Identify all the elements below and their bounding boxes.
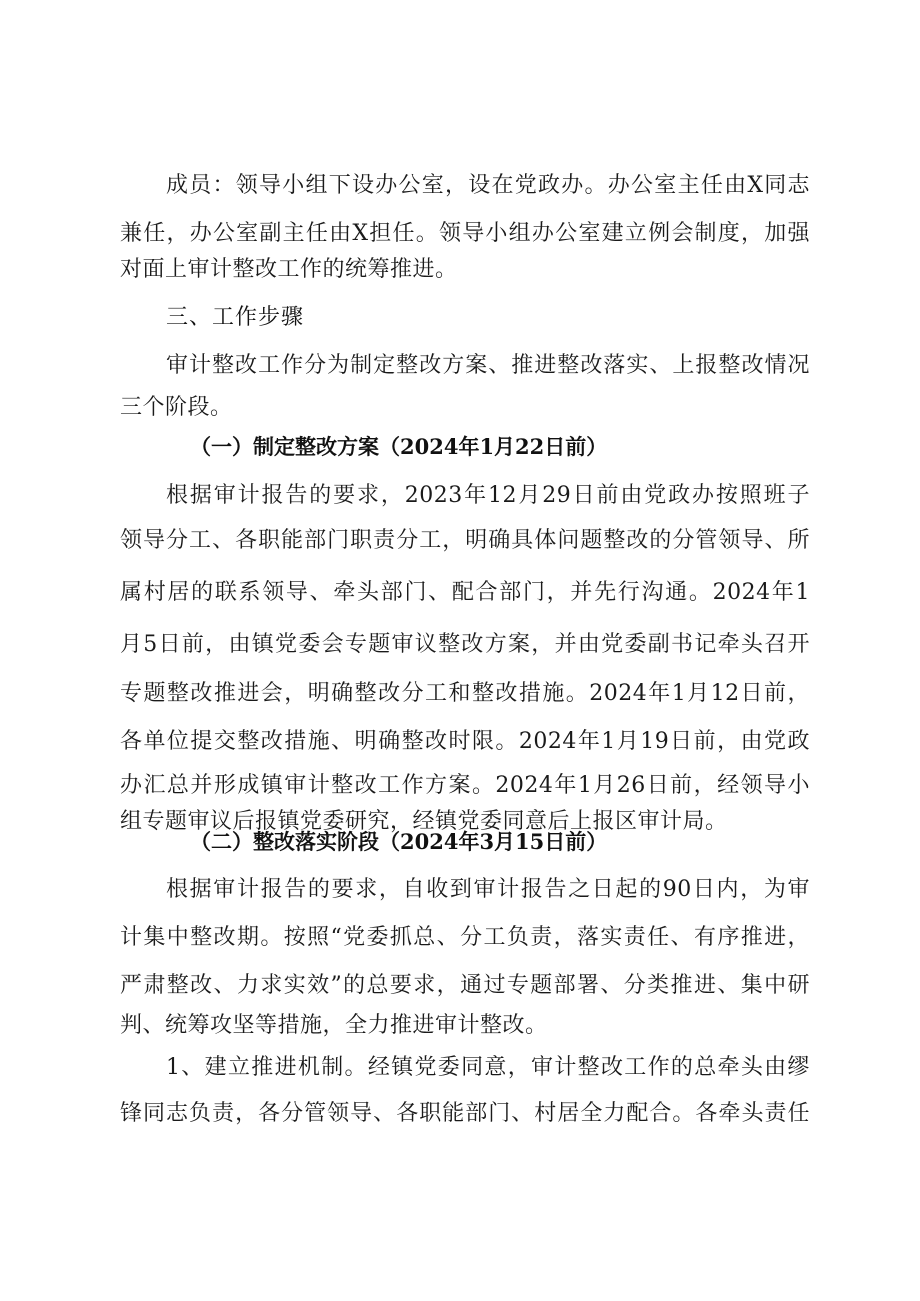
para4-line4: 判、统筹攻坚等措施，全力推进审计整改。 [120, 1013, 548, 1038]
para1-line2: 兼任，办公室副主任由X担任。领导小组办公室建立例会制度，加强 [120, 221, 810, 246]
subheading-implementation: （二）整改落实阶段（2024年3月15日前） [190, 829, 608, 854]
para5-line2: 锋同志负责，各分管领导、各职能部门、村居全力配合。各牵头责任 [120, 1101, 810, 1126]
para1-line1: 成员：领导小组下设办公室，设在党政办。办公室主任由X同志 [166, 173, 810, 198]
para3-line5: 专题整改推进会，明确整改分工和整改措施。2024年1月12日前， [120, 681, 810, 706]
para4-line2: 计集中整改期。按照“党委抓总、分工负责，落实责任、有序推进， [120, 925, 810, 950]
para2-line1: 审计整改工作分为制定整改方案、推进整改落实、上报整改情况 [166, 353, 810, 378]
para3-line6: 各单位提交整改措施、明确整改时限。2024年1月19日前，由党政 [120, 729, 810, 754]
para3-line2: 领导分工、各职能部门职责分工，明确具体问题整改的分管领导、所 [120, 528, 810, 553]
para4-line3: 严肃整改、力求实效”的总要求，通过专题部署、分类推进、集中研 [120, 973, 810, 998]
section-heading-work-steps: 三、工作步骤 [166, 305, 305, 330]
para3-line8: 组专题审议后报镇党委研究，经镇党委同意后上报区审计局。 [120, 809, 728, 834]
para2-line2: 三个阶段。 [120, 395, 233, 420]
subheading-plan: （一）制定整改方案（2024年1月22日前） [190, 434, 608, 459]
para5-line1: 1、建立推进机制。经镇党委同意，审计整改工作的总牵头由缪 [166, 1055, 810, 1080]
para4-line1: 根据审计报告的要求，自收到审计报告之日起的90日内，为审 [166, 877, 810, 902]
para1-line3: 对面上审计整改工作的统筹推进。 [120, 257, 458, 282]
para3-line3: 属村居的联系领导、牵头部门、配合部门，并先行沟通。2024年1 [120, 580, 810, 605]
para3-line4: 月5日前，由镇党委会专题审议整改方案，并由党委副书记牵头召开 [120, 632, 810, 657]
para3-line7: 办汇总并形成镇审计整改工作方案。2024年1月26日前，经领导小 [120, 773, 810, 798]
para3-line1: 根据审计报告的要求，2023年12月29日前由党政办按照班子 [166, 483, 810, 508]
